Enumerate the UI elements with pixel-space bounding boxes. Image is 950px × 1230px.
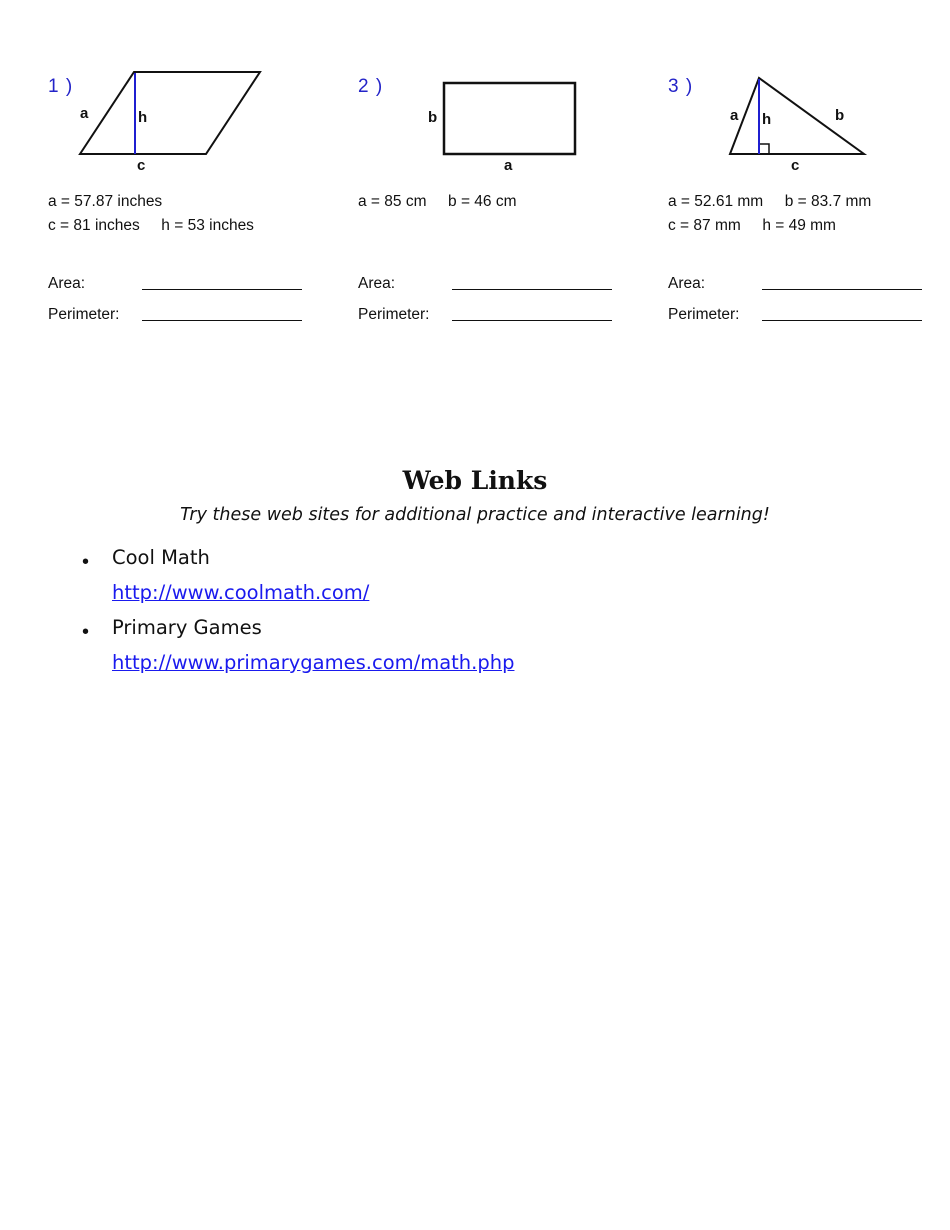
given-line-1: a = 57.87 inches	[48, 193, 163, 210]
area-answer-blank[interactable]	[452, 289, 612, 290]
side-label-a: a	[504, 157, 513, 174]
list-item	[80, 546, 780, 616]
area-answer-blank[interactable]	[142, 289, 302, 290]
perimeter-answer	[358, 306, 648, 326]
problem-number: 3 )	[668, 76, 694, 97]
perimeter-answer-blank[interactable]	[452, 320, 612, 321]
problem-number: 2 )	[358, 76, 384, 97]
site-link[interactable]: http://www.coolmath.com/	[112, 581, 370, 604]
given-values	[668, 190, 871, 238]
perimeter-answer	[668, 306, 950, 326]
web-links-subtitle: Try these web sites for additional practice and interactive learning!	[180, 505, 770, 525]
list-item	[80, 616, 780, 686]
perimeter-label: Perimeter:	[358, 306, 430, 323]
height-label-h: h	[762, 111, 772, 128]
area-answer-blank[interactable]	[762, 289, 922, 290]
side-label-a: a	[80, 105, 89, 122]
side-label-b: b	[835, 107, 845, 124]
bullet-icon: •	[82, 551, 90, 573]
perimeter-label: Perimeter:	[48, 306, 120, 323]
site-name: Cool Math	[112, 546, 210, 569]
area-answer	[358, 275, 648, 295]
rectangle-shape	[444, 83, 575, 154]
side-label-c: c	[137, 157, 146, 174]
perimeter-answer-blank[interactable]	[142, 320, 302, 321]
problem-number: 1 )	[48, 76, 74, 97]
given-values	[358, 190, 517, 214]
perimeter-answer	[48, 306, 338, 326]
problem-2	[358, 62, 648, 342]
area-label: Area:	[668, 275, 706, 292]
given-line-1: a = 85 cm b = 46 cm	[358, 193, 517, 210]
rectangle-figure	[358, 62, 648, 182]
area-label: Area:	[48, 275, 86, 292]
area-answer	[668, 275, 950, 295]
web-links-list	[80, 546, 780, 686]
area-label: Area:	[358, 275, 396, 292]
side-label-a: a	[730, 107, 739, 124]
bullet-icon: •	[82, 621, 90, 643]
given-line-2: c = 81 inches h = 53 inches	[48, 217, 254, 234]
perimeter-label: Perimeter:	[668, 306, 740, 323]
site-name: Primary Games	[112, 616, 262, 639]
given-line-1: a = 52.61 mm b = 83.7 mm	[668, 193, 872, 210]
area-answer	[48, 275, 338, 295]
problem-1	[48, 62, 338, 342]
parallelogram-shape	[80, 72, 260, 154]
perimeter-answer-blank[interactable]	[762, 320, 922, 321]
right-angle-marker	[760, 144, 769, 154]
site-link[interactable]: http://www.primarygames.com/math.php	[112, 651, 515, 674]
side-label-c: c	[791, 157, 800, 174]
triangle-figure	[668, 62, 950, 182]
problem-3	[668, 62, 950, 342]
height-label-h: h	[138, 109, 148, 126]
given-values	[48, 190, 254, 238]
given-line-2: c = 87 mm h = 49 mm	[668, 217, 836, 234]
side-label-b: b	[428, 109, 438, 126]
parallelogram-figure	[48, 62, 338, 182]
web-links-title: Web Links	[402, 466, 548, 495]
